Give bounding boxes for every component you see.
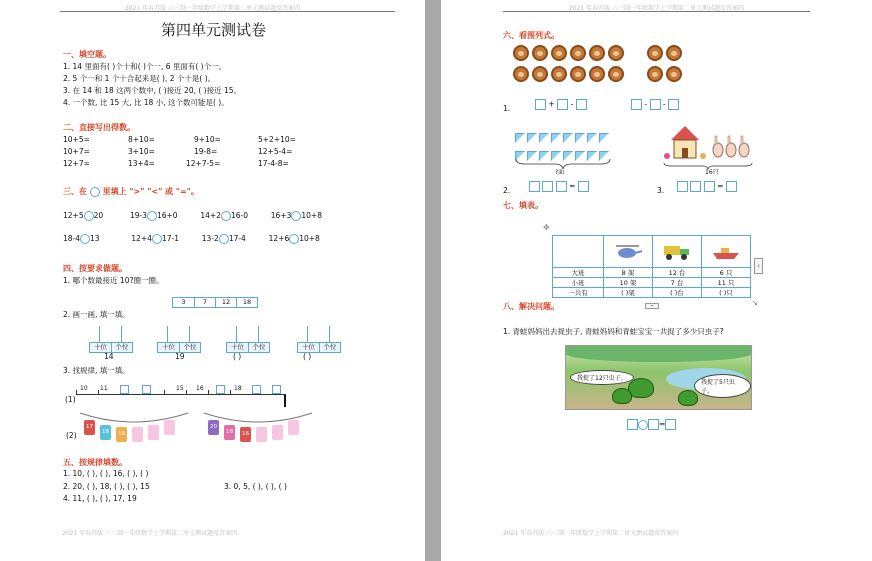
s8-equation: =	[627, 419, 676, 430]
section-1-heading: 一、填空题。	[63, 50, 111, 59]
bunting-b	[204, 414, 314, 452]
monkey-icon	[666, 45, 682, 61]
row-label: 小班	[553, 278, 604, 288]
table-input-cell[interactable]: ( )只	[702, 288, 751, 298]
page-header: 2021 年春苏版 六三制一年级数学上学期第二单元测试题及答案四	[124, 5, 301, 12]
q1-equation-a: + -	[535, 99, 587, 110]
q3-equation: =	[677, 181, 737, 192]
boat-icon	[711, 241, 741, 261]
nl-label: 10	[80, 385, 88, 392]
nl-label: 16	[196, 385, 204, 392]
s3-r2-b3: 10+8	[299, 234, 320, 243]
table-resize-icon[interactable]: ↘	[752, 299, 758, 307]
flags-label: ?面	[555, 169, 565, 176]
row-label: 大班	[553, 268, 604, 278]
s1-line-4: 4. 一个数, 比 15 大, 比 18 小, 这个数可能是( )。	[63, 98, 229, 107]
number-choices	[172, 297, 258, 308]
monkey-icon	[666, 66, 682, 82]
shirt-blank[interactable]	[256, 427, 267, 442]
truck-icon	[662, 241, 692, 261]
answer-box[interactable]	[631, 99, 642, 110]
compare-circle[interactable]	[80, 234, 90, 244]
monkey-group-2	[647, 45, 685, 65]
shirt: 19	[116, 427, 127, 442]
section-3-heading	[63, 186, 199, 197]
tens-label: 十位	[302, 343, 315, 351]
compare-circle[interactable]	[84, 211, 94, 221]
section-5-heading: 五、按规律填数。	[63, 458, 127, 467]
op-box[interactable]	[542, 181, 553, 192]
s5-line-2: 2. 20, ( ), 18, ( ), ( ), 15	[63, 482, 150, 491]
table-cell: 6 只	[702, 268, 751, 278]
s3-r1-b2: 16-0	[230, 211, 248, 220]
q3-prefix: 3.	[657, 186, 665, 195]
s8-q1: 1. 青蛙妈妈出去捉虫子, 青蛙妈妈和青蛙宝宝一共捉了多少只虫子?	[503, 327, 724, 336]
s2-r0-c0: 10+5=	[63, 135, 90, 144]
op-sign: +	[548, 99, 555, 109]
s5-line-4: 4. 11, ( ), ( ), 17, 19	[63, 494, 137, 503]
section-8-heading: 八、解决问题。	[503, 302, 559, 311]
s2-r1-c2: 19-8=	[194, 147, 218, 156]
flag-icon	[515, 133, 525, 143]
shirt: 18	[224, 425, 235, 440]
answer-box[interactable]	[120, 385, 129, 394]
page-title: 第四单元测试卷	[161, 21, 267, 39]
nl-label: 18	[234, 385, 242, 392]
table-cell: 10 架	[604, 278, 653, 288]
s4-q2: 2. 画一画, 填一填。	[63, 310, 130, 319]
monkey-group-2b	[647, 66, 685, 86]
answer-box[interactable]	[529, 181, 540, 192]
s4-q1: 1. 哪个数最接近 10?圈一圈。	[63, 276, 164, 285]
shirt-blank[interactable]	[132, 427, 143, 442]
monkey-icon	[589, 45, 605, 61]
table-side-handle[interactable]: ‹	[754, 258, 763, 274]
s2-r2-c3: 17-4-8=	[258, 159, 289, 168]
abacus-2-value: 19	[175, 352, 185, 361]
s1-line-3: 3. 在 14 和 18 这两个数中, ( )接近 20, ( )接近 15。	[63, 86, 242, 95]
answer-box[interactable]	[704, 181, 715, 192]
frog-baby-icon	[678, 390, 698, 406]
number-choice[interactable]: 3	[181, 298, 186, 306]
table-add-row-handle[interactable]: –	[645, 303, 659, 309]
section-2-heading: 二、直接写出得数。	[63, 123, 135, 132]
answer-box[interactable]	[650, 99, 661, 110]
shirt-blank[interactable]	[164, 420, 175, 435]
shirt: 20	[208, 420, 219, 435]
page-footer: 2021 年春苏版 六三制一年级数学上学期第二单元测试题及答案四	[62, 530, 238, 537]
s2-r2-c2: 12+7-5=	[186, 159, 221, 168]
s3-r1-b0: 20	[93, 211, 104, 220]
shirt: 16	[240, 427, 251, 442]
flag-icon	[587, 133, 597, 143]
compare-circle[interactable]	[291, 211, 301, 221]
tens-label: 十位	[231, 343, 244, 351]
monkey-icon	[513, 66, 529, 82]
table-cell: 8 架	[604, 268, 653, 278]
nl-label: 15	[176, 385, 184, 392]
ones-label: 个位	[111, 343, 132, 352]
header-rule	[503, 11, 810, 12]
answer-box[interactable]	[668, 99, 679, 110]
number-line-prefix: (1)	[65, 395, 76, 404]
page-gap	[425, 0, 441, 561]
shirt: 17	[84, 420, 95, 435]
abacus-3	[226, 326, 270, 352]
shirt-blank[interactable]	[148, 425, 159, 440]
answer-box[interactable]	[578, 181, 589, 192]
answer-box[interactable]	[142, 385, 151, 394]
s3-heading-b: 里填上 ">" "<" 或 "="。	[102, 187, 199, 196]
number-choice[interactable]: 7	[194, 298, 215, 307]
s1-line-1: 1. 14 里面有( )个十和( )个一, 6 里面有( )个一。	[63, 62, 227, 71]
s3-r2-a3: 12+6	[268, 234, 290, 243]
monkey-icon	[551, 66, 567, 82]
monkey-icon	[647, 66, 663, 82]
q1-equation-b	[631, 99, 679, 110]
shirt-blank[interactable]	[288, 420, 299, 435]
page-right	[441, 0, 872, 561]
abacus-1	[89, 326, 133, 352]
answer-box[interactable]	[216, 385, 225, 394]
abacus-2	[157, 326, 201, 352]
monkey-icon	[647, 45, 663, 61]
ones-label: 个位	[179, 343, 200, 352]
section-6-heading: 六、看图列式。	[503, 31, 559, 40]
s3-r2-a1: 12+4	[131, 234, 152, 243]
text-cursor	[284, 395, 286, 407]
monkey-icon	[551, 45, 567, 61]
speech-bubble-left: 我捉了12只虫子。	[570, 370, 634, 385]
s5-line-1: 1. 10, ( ), ( ), 16, ( ), ( )	[63, 469, 149, 478]
boat-cell	[702, 236, 751, 268]
q2-prefix: 2.	[503, 186, 511, 195]
monkey-icon	[513, 45, 529, 61]
answer-box[interactable]	[627, 419, 638, 430]
s3-row-2	[63, 234, 320, 244]
abacus-1-value: 14	[104, 352, 114, 361]
frog-scene-picture	[565, 345, 752, 410]
shirt: 18	[100, 425, 111, 440]
number-choice[interactable]: 12	[215, 298, 236, 307]
flags-row-1	[515, 128, 611, 147]
table-input-cell[interactable]: ( )架	[604, 288, 653, 298]
monkey-icon	[570, 66, 586, 82]
table-cell: 11 只	[702, 278, 751, 288]
flag-icon	[539, 133, 549, 143]
s2-r0-c1: 8+10=	[128, 135, 155, 144]
number-choice[interactable]: 18	[236, 298, 257, 307]
answer-box[interactable]	[576, 99, 587, 110]
s2-r1-c3: 12+5-4=	[258, 147, 293, 156]
s3-r2-b0: 13	[90, 234, 100, 243]
rabbit-label: 16只	[705, 169, 719, 176]
monkey-icon	[608, 45, 624, 61]
answer-box[interactable]	[535, 99, 546, 110]
row-label: 一共有	[553, 288, 604, 298]
nl-label: 11	[100, 385, 108, 392]
s3-r1-a2: 14+2	[200, 211, 221, 220]
s3-r2-a2: 13-2	[201, 234, 219, 243]
table-cell: 12 台	[653, 268, 702, 278]
s2-r1-c1: 3+10=	[128, 147, 155, 156]
page-header: 2021 年春苏版 六三制一年级数学上学期第二单元测试题及答案四	[568, 5, 745, 12]
op-sign: -	[644, 99, 648, 109]
flag-icon	[599, 133, 609, 143]
compare-circle[interactable]	[289, 234, 299, 244]
s2-r1-c0: 10+7=	[63, 147, 90, 156]
op-circle[interactable]	[638, 420, 648, 430]
abacus-4-value: ( )	[303, 352, 312, 361]
compare-circle[interactable]	[219, 234, 229, 244]
shirt-blank[interactable]	[272, 425, 283, 440]
truck-cell	[653, 236, 702, 268]
s2-r2-c0: 12+7=	[63, 159, 90, 168]
s4-q3: 3. 找规律, 填一填。	[63, 366, 130, 375]
circle-icon	[90, 187, 100, 197]
s2-r0-c2: 9+10=	[194, 135, 221, 144]
table-input-cell[interactable]: ( )台	[653, 288, 702, 298]
table-corner-cell	[553, 236, 604, 268]
s3-r2-a0: 18-4	[63, 234, 81, 243]
helicopter-icon	[613, 241, 643, 261]
house-rabbits-picture	[663, 122, 753, 162]
s2-r0-c3: 5+2+10=	[258, 135, 296, 144]
answer-box[interactable]	[648, 419, 659, 430]
monkey-icon	[532, 45, 548, 61]
answer-box[interactable]	[665, 419, 676, 430]
s3-r1-b3: 10+8	[301, 211, 322, 220]
number-line	[76, 385, 286, 397]
page-footer: 2021 年春苏版 六三制一年级数学上学期第二单元测试题及答案四	[503, 530, 679, 537]
header-rule	[60, 11, 395, 12]
monkey-row-2	[513, 66, 627, 86]
monkey-icon	[589, 66, 605, 82]
ones-label: 个位	[248, 343, 269, 352]
table-move-handle-icon[interactable]: ✥	[543, 223, 550, 232]
s3-r2-b1: 17-1	[161, 234, 179, 243]
s3-r1-a0: 12+5	[63, 211, 84, 220]
tens-label: 十位	[94, 343, 107, 351]
monkey-row-1	[513, 45, 627, 65]
ones-label: 个位	[319, 343, 340, 352]
s5-line-3: 3. 0, 5, ( ), ( ), ( )	[224, 482, 287, 491]
section-7-heading: 七、填表。	[503, 201, 543, 210]
flag-icon	[563, 133, 573, 143]
s1-line-2: 2. 5 个一和 1 个十合起来是( ), 2 个十是( )。	[63, 74, 216, 83]
monkey-icon	[570, 45, 586, 61]
q2-equation: =	[529, 181, 589, 192]
frog-icon	[612, 388, 632, 404]
answer-box[interactable]	[556, 181, 567, 192]
speech-bubble-right: 我捉了5只虫子。	[694, 374, 751, 398]
compare-circle[interactable]	[147, 211, 157, 221]
s2-r2-c1: 13+4=	[128, 159, 155, 168]
op-box[interactable]	[690, 181, 701, 192]
section-4-heading: 四、按要求做题。	[63, 264, 127, 273]
abacus-3-value: ( )	[233, 352, 242, 361]
monkey-icon	[532, 66, 548, 82]
abacus-4	[297, 326, 341, 352]
tens-label: 十位	[162, 343, 175, 351]
bunting-a	[80, 414, 190, 452]
compare-circle[interactable]	[221, 211, 231, 221]
s3-row-1	[63, 211, 322, 221]
compare-circle[interactable]	[152, 234, 162, 244]
page-left	[0, 0, 425, 561]
answer-box[interactable]	[272, 385, 281, 394]
monkey-icon	[608, 66, 624, 82]
answer-box[interactable]	[252, 385, 261, 394]
answer-box[interactable]	[726, 181, 737, 192]
s3-r1-a1: 19-3	[129, 211, 147, 220]
s3-r2-b2: 17-4	[228, 234, 246, 243]
flag-icon	[551, 133, 561, 143]
s3-heading-a: 三、在	[63, 187, 87, 196]
op-sign: -	[662, 99, 666, 109]
bunting-prefix: (2)	[66, 431, 77, 440]
answer-box[interactable]	[677, 181, 688, 192]
vehicle-table	[552, 235, 751, 298]
helicopter-cell	[604, 236, 653, 268]
s3-r1-a3: 16+3	[270, 211, 292, 220]
s3-r1-b1: 16+0	[156, 211, 178, 220]
table-cell: 7 台	[653, 278, 702, 288]
flag-icon	[575, 133, 585, 143]
flag-icon	[527, 133, 537, 143]
q1-prefix: 1.	[503, 104, 511, 113]
answer-box[interactable]	[557, 99, 568, 110]
